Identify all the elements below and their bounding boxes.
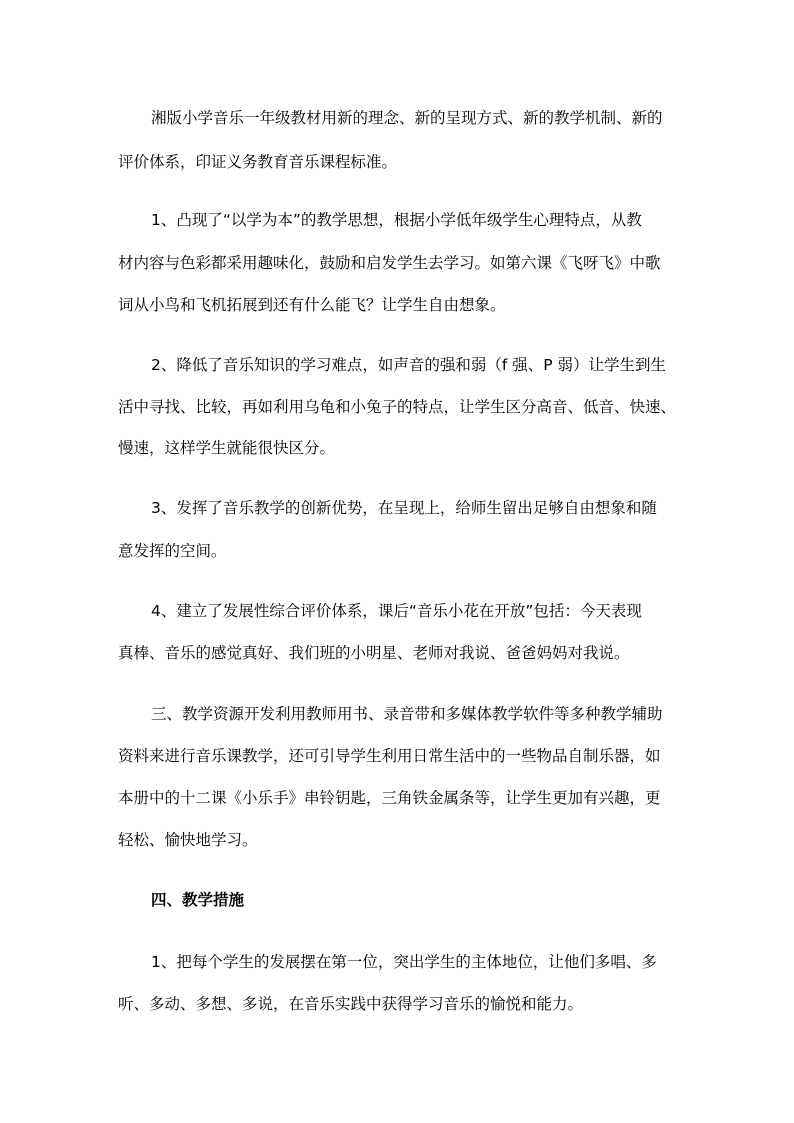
section-heading: 四、教学措施 xyxy=(151,891,245,909)
paragraph-line: 词从小鸟和飞机拓展到还有什么能飞？让学生自由想象。 xyxy=(118,296,506,314)
paragraph-line: 3、发挥了音乐教学的创新优势，在呈现上，给师生留出足够自由想象和随 xyxy=(151,499,657,517)
paragraph-line: 湘版小学音乐一年级教材用新的理念、新的呈现方式、新的教学机制、新的 xyxy=(151,109,663,127)
paragraph-line: 慢速，这样学生就能很快区分。 xyxy=(118,439,336,457)
paragraph-line: 资料来进行音乐课教学，还可引导学生利用日常生活中的一些物品自制乐器，如 xyxy=(118,747,661,765)
paragraph-line: 1、凸现了“以学为本”的教学思想，根据小学低年级学生心理特点，从教 xyxy=(151,211,642,229)
paragraph-line: 1、把每个学生的发展摆在第一位，突出学生的主体地位，让他们多唱、多 xyxy=(151,953,657,971)
paragraph-line: 本册中的十二课《小乐手》串铃钥匙，三角铁金属条等，让学生更加有兴趣，更 xyxy=(118,789,661,807)
paragraph-line: 听、多动、多想、多说，在音乐实践中获得学习音乐的愉悦和能力。 xyxy=(118,995,584,1013)
paragraph-line: 真棒、音乐的感觉真好、我们班的小明星、老师对我说、爸爸妈妈对我说。 xyxy=(118,644,630,662)
paragraph-line: 材内容与色彩都采用趣味化，鼓励和启发学生去学习。如第六课《飞呀飞》中歌 xyxy=(118,254,661,272)
paragraph-line: 三、教学资源开发利用教师用书、录音带和多媒体教学软件等多种教学辅助 xyxy=(151,705,663,723)
paragraph-line: 评价体系，印证义务教育音乐课程标准。 xyxy=(118,153,398,171)
paragraph-line: 意发挥的空间。 xyxy=(118,542,227,560)
paragraph-line: 轻松、愉快地学习。 xyxy=(118,831,258,849)
paragraph-line: 4、建立了发展性综合评价体系，课后“音乐小花在开放”包括：今天表现 xyxy=(151,602,642,620)
paragraph-line: 活中寻找、比较，再如利用乌龟和小兔子的特点，让学生区分高音、低音、快速、 xyxy=(118,398,677,416)
paragraph-line: 2、降低了音乐知识的学习难点，如声音的强和弱（f 强、P 弱）让学生到生 xyxy=(151,356,667,374)
